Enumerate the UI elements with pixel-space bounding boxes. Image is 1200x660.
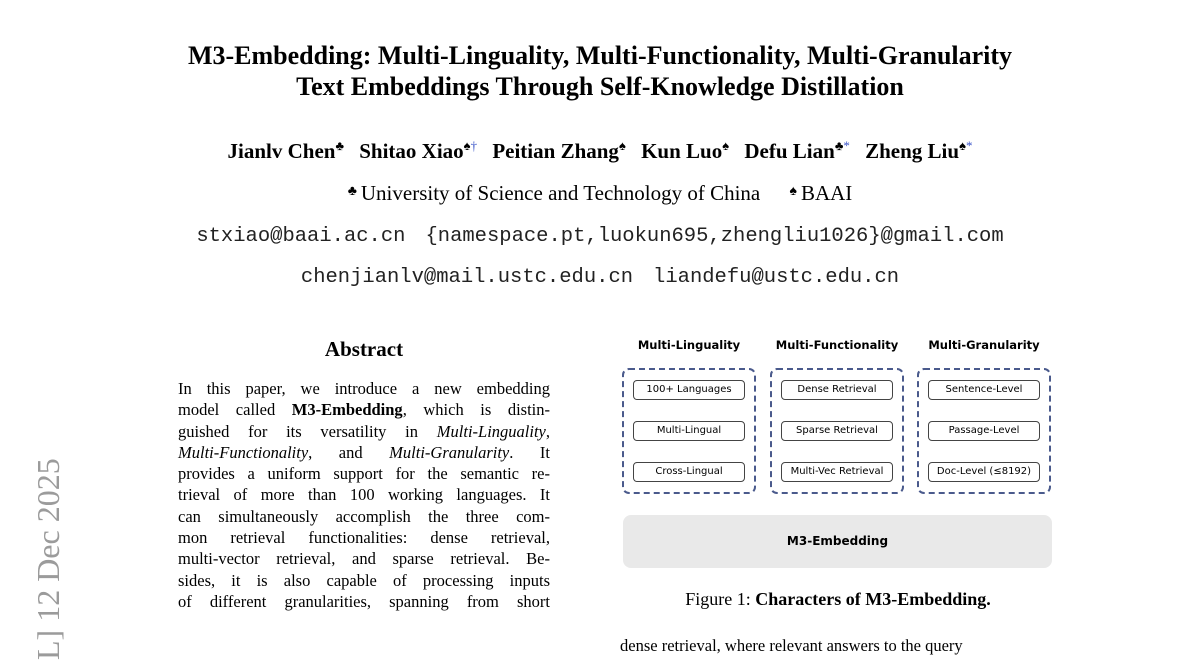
author-list: [0, 138, 1200, 164]
title-line-2: Text Embeddings Through Self-Knowledge Distillation: [296, 72, 904, 101]
abstract-line: provides a uniform support for the semantic re-: [178, 464, 550, 484]
abstract-line: multi-vector retrieval, and sparse retrieval. Be-: [178, 549, 550, 569]
author: Zheng Liu♠*: [865, 138, 973, 163]
abstract-line: can simultaneously accomplish the three com-: [178, 506, 550, 526]
figure-item: Sparse Retrieval: [781, 421, 893, 441]
m3-embedding-block: M3-Embedding: [623, 515, 1052, 568]
email: {namespace.pt,luokun695,zhengliu1026}@gmail.com: [425, 225, 1004, 248]
affiliation-mark: ♠: [722, 138, 730, 153]
abstract-line: of different granularities, spanning from short: [178, 591, 550, 611]
arxiv-stamp: L] 12 Dec 2025: [30, 458, 66, 660]
abstract-line: trieval of more than 100 working languages. It: [178, 485, 550, 505]
figure-item: Passage-Level: [928, 421, 1040, 441]
title-line-1: M3-Embedding: Multi-Linguality, Multi-Functionality, Multi-Granularity: [187, 41, 1013, 70]
figure-item: Doc-Level (≤8192): [928, 462, 1040, 482]
abstract-line: Multi-Functionality, and Multi-Granularity. It: [178, 442, 550, 462]
email: stxiao@baai.ac.cn: [196, 225, 406, 248]
note-mark: †: [470, 138, 478, 153]
note-mark: *: [843, 138, 850, 153]
figure-column-heading: Multi-Functionality: [775, 338, 899, 352]
figure-item: Dense Retrieval: [781, 380, 893, 400]
abstract-line: In this paper, we introduce a new embedding: [178, 379, 550, 398]
figure-item: 100+ Languages: [633, 380, 745, 400]
figure-item: Multi-Lingual: [633, 421, 745, 441]
figure-item: Sentence-Level: [928, 380, 1040, 400]
abstract-line: model called M3-Embedding, which is distin-: [178, 400, 550, 420]
figure-column-heading: Multi-Granularity: [928, 338, 1040, 352]
club-icon: ♣: [347, 184, 357, 199]
author: Defu Lian♣*: [744, 138, 850, 163]
author: Kun Luo♠: [641, 138, 730, 163]
author: Peitian Zhang♠: [492, 138, 626, 163]
abstract-heading: Abstract: [324, 337, 404, 361]
figure-caption: Figure 1: Characters of M3-Embedding.: [685, 589, 991, 609]
figure-column-box: [622, 368, 756, 494]
affiliation-mark: ♣: [335, 138, 344, 153]
spade-icon: ♠: [789, 184, 797, 199]
figure-column-box: [917, 368, 1051, 494]
email: chenjianlv@mail.ustc.edu.cn: [300, 266, 634, 289]
email-line-2: [0, 266, 1200, 289]
author: Jianlv Chen♣: [227, 138, 344, 163]
abstract-body: [178, 378, 550, 612]
figure-column-box: [770, 368, 904, 494]
figure-1: [618, 335, 1058, 575]
body-text-fragment: dense retrieval, where relevant answers to the query: [620, 636, 963, 655]
figure-item: Cross-Lingual: [633, 462, 745, 482]
abstract-line: sides, it is also capable of processing inputs: [178, 570, 550, 590]
email: liandefu@ustc.edu.cn: [653, 266, 900, 289]
email-line-1: [0, 225, 1200, 248]
affiliation-mark: ♠: [463, 138, 471, 153]
affiliation-mark: ♠: [959, 138, 966, 153]
abstract-line: mon retrieval functionalities: dense retrieval,: [178, 528, 550, 548]
affiliation: ♠ BAAI: [789, 181, 853, 205]
affiliation: ♣ University of Science and Technology of China: [347, 181, 761, 205]
figure-item: Multi-Vec Retrieval: [781, 462, 893, 482]
affiliation-mark: ♣: [834, 138, 844, 153]
affiliation-list: [0, 181, 1200, 206]
author: Shitao Xiao♠†: [359, 138, 478, 163]
affiliation-mark: ♠: [618, 138, 626, 153]
note-mark: *: [965, 138, 973, 153]
figure-column-heading: Multi-Linguality: [637, 338, 741, 352]
paper-title: [0, 40, 1200, 102]
abstract-line: guished for its versatility in Multi-Linguality,: [178, 421, 550, 441]
